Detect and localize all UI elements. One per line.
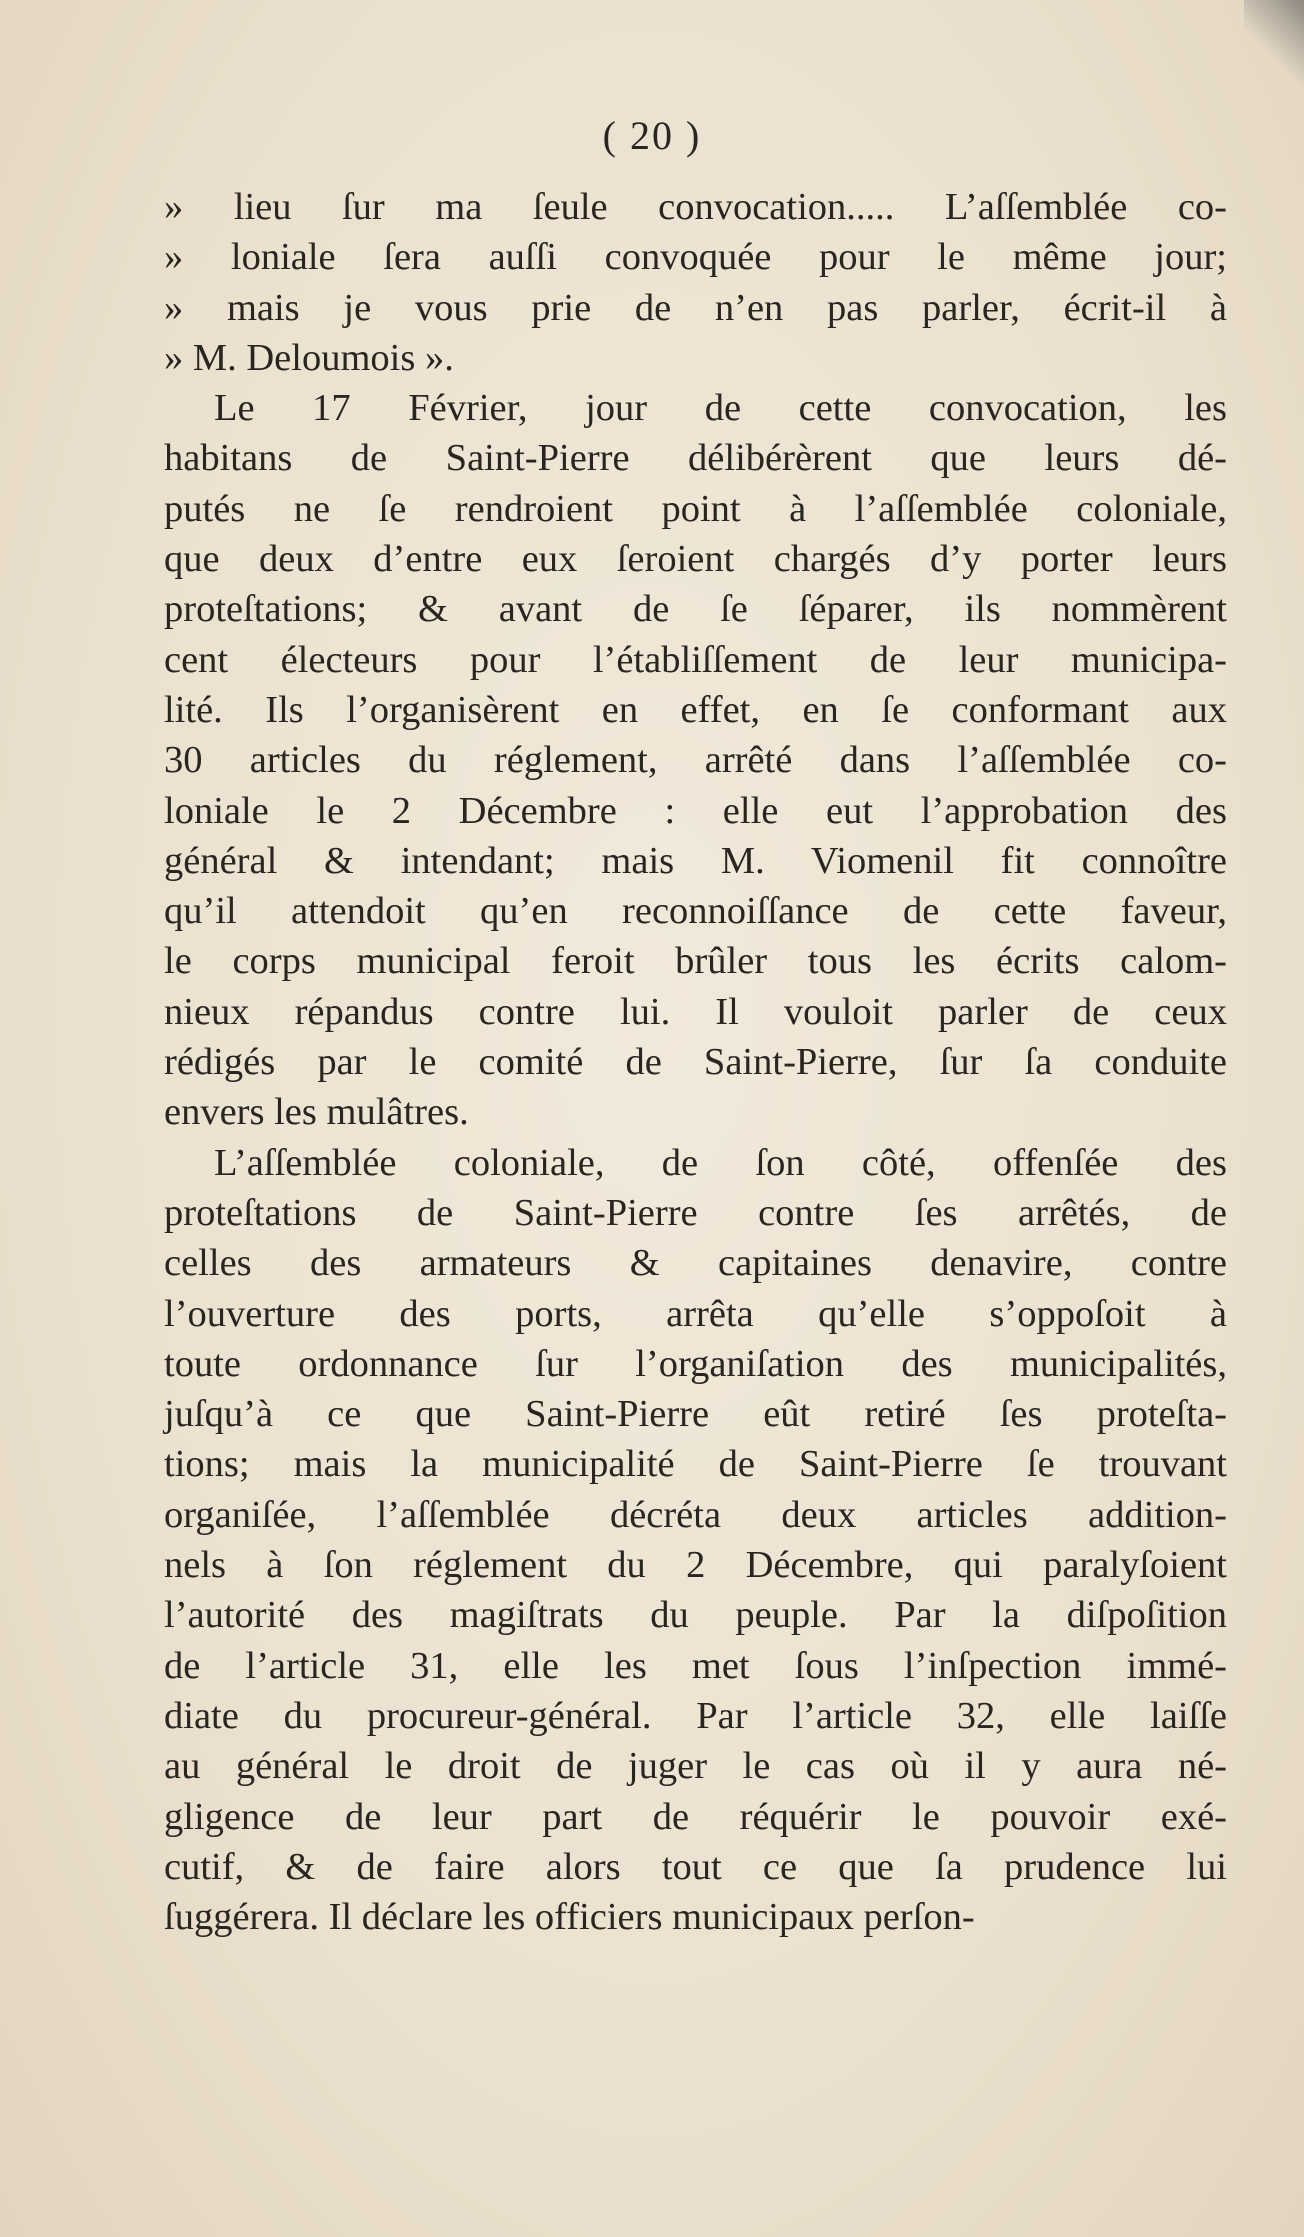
text-line: » mais je vous prie de n’en pas parler, écrit-il à bbox=[164, 286, 1227, 329]
text-line: 30 articles du réglement, arrêté dans l’aſſemblée co- bbox=[164, 739, 1227, 782]
text-line: celles des armateurs & capitaines denavire, contre bbox=[164, 1242, 1227, 1285]
text-line: habitans de Saint-Pierre délibérèrent que leurs dé- bbox=[164, 437, 1227, 480]
text-line: général & intendant; mais M. Viomenil fit connoître bbox=[164, 839, 1227, 882]
text-line: » M. Deloumois ». bbox=[164, 336, 454, 379]
text-line: diate du procureur-général. Par l’article 32, elle laiſſe bbox=[164, 1694, 1227, 1737]
body-text bbox=[164, 182, 1227, 1942]
text-line: tions; mais la municipalité de Saint-Pierre ſe trouvant bbox=[164, 1443, 1227, 1486]
text-line: cutif, & de faire alors tout ce que ſa prudence lui bbox=[164, 1845, 1227, 1888]
text-line: au général le droit de juger le cas où il y aura né- bbox=[164, 1745, 1227, 1788]
text-line: cent électeurs pour l’établiſſement de leur municipa- bbox=[164, 638, 1227, 681]
text-line: de l’article 31, elle les met ſous l’inſpection immé- bbox=[164, 1644, 1227, 1687]
text-line: ſuggérera. Il déclare les officiers municipaux perſon- bbox=[164, 1896, 975, 1939]
text-line: » lieu ſur ma ſeule convocation..... L’aſſemblée co- bbox=[164, 186, 1227, 228]
text-line: nieux répandus contre lui. Il vouloit parler de ceux bbox=[164, 990, 1227, 1033]
text-line: le corps municipal feroit brûler tous les écrits calom- bbox=[164, 940, 1227, 983]
text-line: l’autorité des magiſtrats du peuple. Par la diſpoſition bbox=[164, 1594, 1227, 1637]
text-line: loniale le 2 Décembre : elle eut l’approbation des bbox=[164, 789, 1227, 832]
text-line: l’ouverture des ports, arrêta qu’elle s’oppoſoit à bbox=[164, 1292, 1227, 1335]
text-line: proteſtations; & avant de ſe ſéparer, ils nommèrent bbox=[164, 588, 1227, 631]
text-line: que deux d’entre eux ſeroient chargés d’y porter leurs bbox=[164, 538, 1227, 581]
text-line: nels à ſon réglement du 2 Décembre, qui paralyſoient bbox=[164, 1544, 1227, 1587]
text-line: juſqu’à ce que Saint-Pierre eût retiré ſes proteſta- bbox=[164, 1393, 1227, 1436]
text-line: » loniale ſera auſſi convoquée pour le même jour; bbox=[164, 236, 1227, 279]
text-line: L’aſſemblée coloniale, de ſon côté, offenſée des bbox=[214, 1141, 1227, 1184]
page-corner-shadow bbox=[1244, 0, 1304, 90]
text-line: putés ne ſe rendroient point à l’aſſemblée coloniale, bbox=[164, 487, 1227, 530]
text-line: lité. Ils l’organisèrent en effet, en ſe conformant aux bbox=[164, 688, 1227, 731]
text-line: Le 17 Février, jour de cette convocation, les bbox=[214, 387, 1227, 430]
page-number: ( 20 ) bbox=[602, 113, 702, 158]
text-line: gligence de leur part de réquérir le pouvoir exé- bbox=[164, 1795, 1227, 1838]
text-line: proteſtations de Saint-Pierre contre ſes arrêtés, de bbox=[164, 1191, 1227, 1234]
text-line: toute ordonnance ſur l’organiſation des municipalités, bbox=[164, 1342, 1227, 1385]
text-line: envers les mulâtres. bbox=[164, 1091, 469, 1134]
text-line: rédigés par le comité de Saint-Pierre, ſur ſa conduite bbox=[164, 1041, 1227, 1084]
text-line: organiſée, l’aſſemblée décréta deux articles addition- bbox=[164, 1493, 1227, 1536]
text-line: qu’il attendoit qu’en reconnoiſſance de cette faveur, bbox=[164, 890, 1227, 933]
